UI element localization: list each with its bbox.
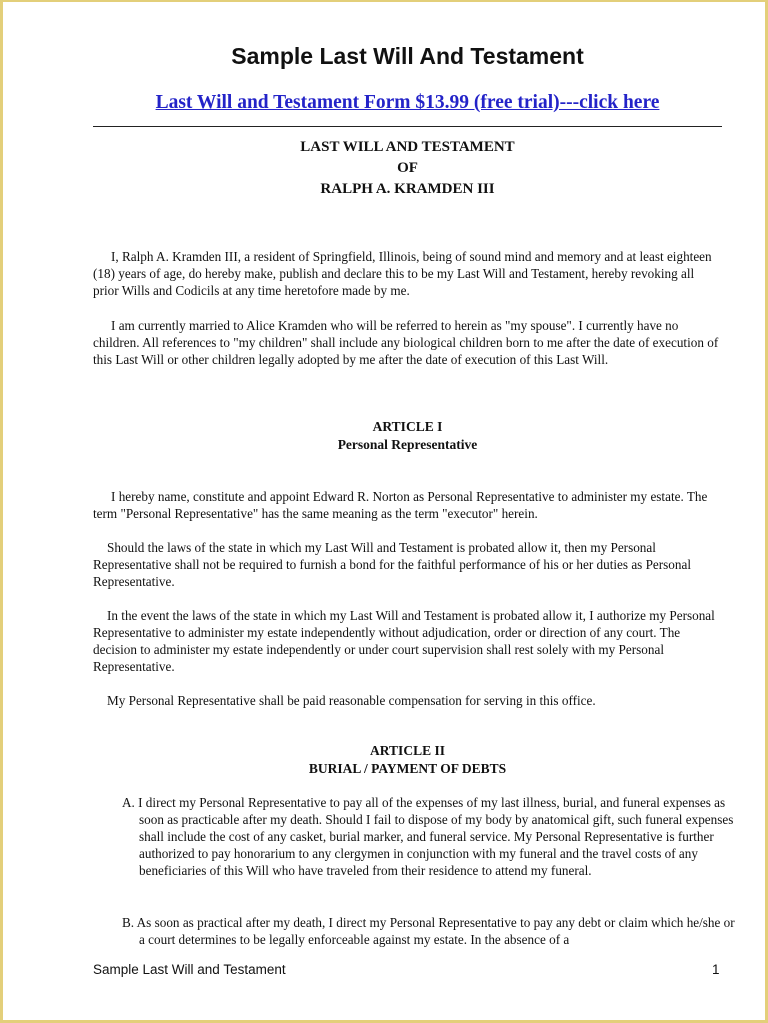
article-2-title: BURIAL / PAYMENT OF DEBTS xyxy=(308,761,507,776)
divider xyxy=(93,126,722,127)
article-2-item-b: B. As soon as practical after my death, I direct my Personal Representative to pay any debt or claim which he/she or a court determines to be legally enforceable against my estate. In the absence of a xyxy=(122,915,735,947)
will-heading xyxy=(93,137,722,200)
will-heading-line2: OF xyxy=(397,160,418,176)
article-1-heading xyxy=(93,418,722,454)
article-2-number: ARTICLE II xyxy=(370,743,445,758)
article-1-paragraph-4: My Personal Representative shall be paid reasonable compensation for serving in this office. xyxy=(107,693,596,708)
promo-link[interactable]: Last Will and Testament Form $13.99 (free trial)---click here xyxy=(155,92,660,113)
page-title: Sample Last Will And Testament xyxy=(231,43,584,69)
article-1-paragraph-1: I hereby name, constitute and appoint Edward R. Norton as Personal Representative to administer my estate. The term "Personal Representative" has the same meaning as the term "executor" herein. xyxy=(93,489,708,521)
article-1-title: Personal Representative xyxy=(337,437,478,452)
intro-paragraph-1: I, Ralph A. Kramden III, a resident of Springfield, Illinois, being of sound mind and memory and at least eighteen (18) years of age, do hereby make, publish and declare this to be my Last Will and Testament, hereby revoking all prior Wills and Codicils at any time heretofore made by me. xyxy=(93,249,712,298)
article-1-number: ARTICLE I xyxy=(372,419,443,434)
article-1-paragraph-2: Should the laws of the state in which my Last Will and Testament is probated allow it, then my Personal Representative shall not be required to furnish a bond for the faithful performance of his or her duties as Personal Representative. xyxy=(93,540,692,589)
article-2-item-a: A. I direct my Personal Representative to pay all of the expenses of my last illness, burial, and funeral expenses as soon as practicable after my death. Should I fail to dispose of my body by anatomical gift, such funeral expenses shall include the cost of any casket, burial marker, and funeral service. My Personal Representative is further authorized to pay honorarium to any clergymen in conjunction with my funeral and the travel costs of any beneficiaries of this Will who have traveled from their residence to attend my funeral. xyxy=(122,795,734,878)
intro-paragraph-2: I am currently married to Alice Kramden who will be referred to herein as "my spouse". I currently have no children. All references to "my children" shall include any biological children born to me after the date of execution of this Last Will or other children legally adopted by me after the date of execution of this Last Will. xyxy=(93,318,719,367)
article-1-paragraph-3: In the event the laws of the state in which my Last Will and Testament is probated allow it, I authorize my Personal Representative to administer my estate independently without adjudication, order or direction of any court. The decision to administer my estate independently or under court supervision shall rest solely with my Personal Representative. xyxy=(93,608,715,674)
will-heading-line1: LAST WILL AND TESTAMENT xyxy=(300,139,515,155)
will-heading-line3: RALPH A. KRAMDEN III xyxy=(320,181,495,197)
article-2-heading xyxy=(93,742,722,778)
footer-page-number: 1 xyxy=(712,962,720,977)
footer-title: Sample Last Will and Testament xyxy=(93,962,286,977)
